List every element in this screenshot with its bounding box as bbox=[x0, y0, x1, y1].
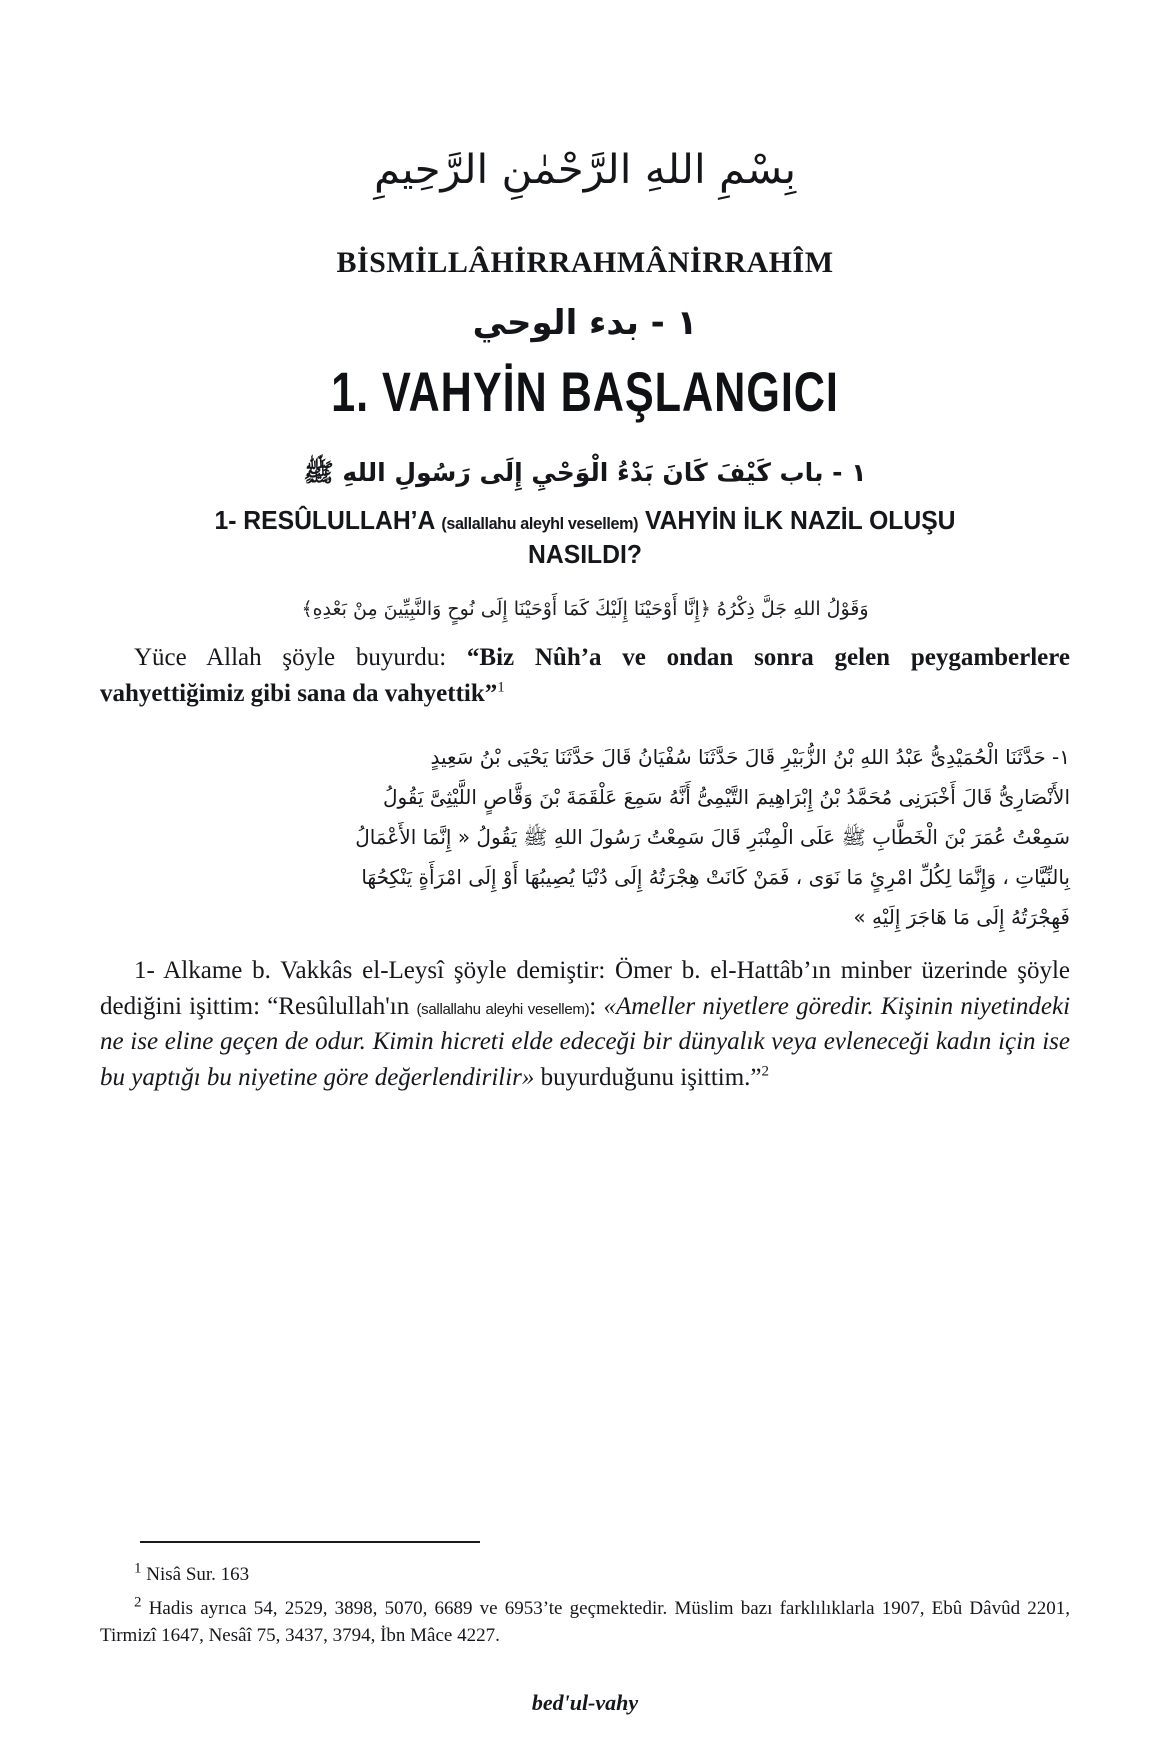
hadith-translation-paragraph bbox=[100, 953, 1070, 1095]
hadith-quote-italic: «Ameller niyetlere göredir. Kişinin niyetindeki ne ise eline geçen de odur. Kimin hicreti elde edeceği bir dünyalık veya evleneceği kadın için ise bu yaptığı bu niyetine göre değerlendirilir» bbox=[100, 992, 1071, 1091]
footnote-item bbox=[100, 1561, 1070, 1589]
footnote-item bbox=[100, 1595, 1070, 1650]
hadith-arabic-line: بِالنِّيَّاتِ ، وَإِنَّمَا لِكُلِّ امْرِئٍ مَا نَوَى ، فَمَنْ كَانَتْ هِجْرَتُهُ إِلَى دُنْيَا يُصِيبُهَا أَوْ إِلَى امْرَأَةٍ يَنْكِحُهَا bbox=[361, 865, 1070, 890]
basmala-calligraphy: بِسْمِ اللهِ الرَّحْمٰنِ الرَّحِيمِ bbox=[373, 147, 797, 193]
bab-heading-turkish-part1: 1- RESÛLULLAH’A bbox=[214, 505, 435, 535]
bab-heading-turkish-line2: NASILDI? bbox=[528, 539, 642, 570]
hadith-translation-intro: 1- Alkame b. Vakkâs el-Leysî şöyle demiştir: Ömer b. el-Hattâb’ın minber üzerinde şöyle dediğini işittim: “Resûlullah'ın bbox=[100, 957, 1070, 1020]
hadith-arabic-line: الأَنْصَارِىُّ قَالَ أَخْبَرَنِى مُحَمَّدُ بْنُ إِبْرَاهِيمَ التَّيْمِىُّ أَنَّهُ سَمِعَ عَلْقَمَةَ بْنَ وَقَّاصٍ اللَّيْثِىَّ يَقُولُ bbox=[383, 785, 1070, 810]
hadith-colon: : bbox=[589, 992, 597, 1020]
footnote-area bbox=[100, 1541, 1070, 1650]
bismillah-latin-heading: BİSMİLLÂHİRRAHMÂNİRRAHÎM bbox=[336, 246, 834, 279]
verse-translation-bold: “Biz Nûh’a ve ondan sonra gelen peygamberlere vahyettiğimiz gibi sana da vahyettik” bbox=[100, 644, 1071, 707]
hadith-arabic-line: فَهِجْرَتُهُ إِلَى مَا هَاجَرَ إِلَيْهِ » bbox=[853, 905, 1070, 930]
bab-heading-turkish bbox=[124, 503, 1046, 572]
bab-heading-arabic: ١ - باب كَيْفَ كَانَ بَدْءُ الْوَحْيِ إِلَى رَسُولِ اللهِ ﷺ bbox=[303, 457, 867, 487]
verse-translation-lead: Yüce Allah şöyle buyurdu: bbox=[134, 644, 447, 672]
footnote-text-1: Nisâ Sur. 163 bbox=[146, 1564, 250, 1586]
hadith-arabic-block bbox=[100, 737, 1070, 937]
running-footer-title: bed'ul-vahy bbox=[531, 1690, 639, 1715]
hadith-translation-tail: buyurduğunu işittim.” bbox=[540, 1063, 762, 1091]
footnote-ref-1[interactable]: 1 bbox=[497, 679, 505, 696]
quran-verse-arabic: وَقَوْلُ اللهِ جَلَّ ذِكْرُهُ ﴿إِنَّا أَوْحَيْنَا إِلَيْكَ كَمَا أَوْحَيْنَا إِلَى نُوحٍ وَالنَّبِيِّينَ مِنْ بَعْدِهِ﴾ bbox=[301, 597, 869, 620]
basmala-calligraphy-block bbox=[100, 0, 1070, 236]
footnote-marker-1: 1 bbox=[134, 1561, 142, 1578]
quran-verse-translation bbox=[100, 640, 1070, 711]
page-title: 1. VAHYİN BAŞLANGICI bbox=[331, 359, 839, 423]
bab-heading-salutation: (sallallahu aleyhl vesellem) bbox=[441, 514, 639, 533]
footnote-ref-2[interactable]: 2 bbox=[761, 1063, 769, 1080]
hadith-salutation: (sallallahu aleyhi vesellem) bbox=[416, 1000, 590, 1018]
footnote-separator-rule bbox=[140, 1541, 480, 1543]
footnote-text-2: Hadis ayrıca 54, 2529, 3898, 5070, 6689 ve 6953’te geçmektedir. Müslim bazı farklılıklarla 1907, Ebû Dâvûd 2201, Tirmizî 1647, Nesâî 75, 3437, 3794, İbn Mâce 4227. bbox=[100, 1597, 1070, 1647]
hadith-arabic-line: سَمِعْتُ عُمَرَ بْنَ الْخَطَّابِ ﷺ عَلَى الْمِنْبَرِ قَالَ سَمِعْتُ رَسُولَ اللهِ ﷺ يَقُولُ « إِنَّمَا الأَعْمَالُ bbox=[355, 825, 1070, 850]
hadith-arabic-line: ١- حَدَّثَنَا الْحُمَيْدِىُّ عَبْدُ اللهِ بْنُ الزُّبَيْرِ قَالَ حَدَّثَنَا سُفْيَانُ قَالَ حَدَّثَنَا يَحْيَى بْنُ سَعِيدٍ bbox=[430, 745, 1070, 770]
bab-heading-turkish-part2: VAHYİN İLK NAZİL OLUŞU bbox=[644, 505, 956, 535]
footnote-marker-2: 2 bbox=[134, 1594, 142, 1611]
chapter-heading-arabic: ١ - بدء الوحي bbox=[472, 303, 698, 343]
